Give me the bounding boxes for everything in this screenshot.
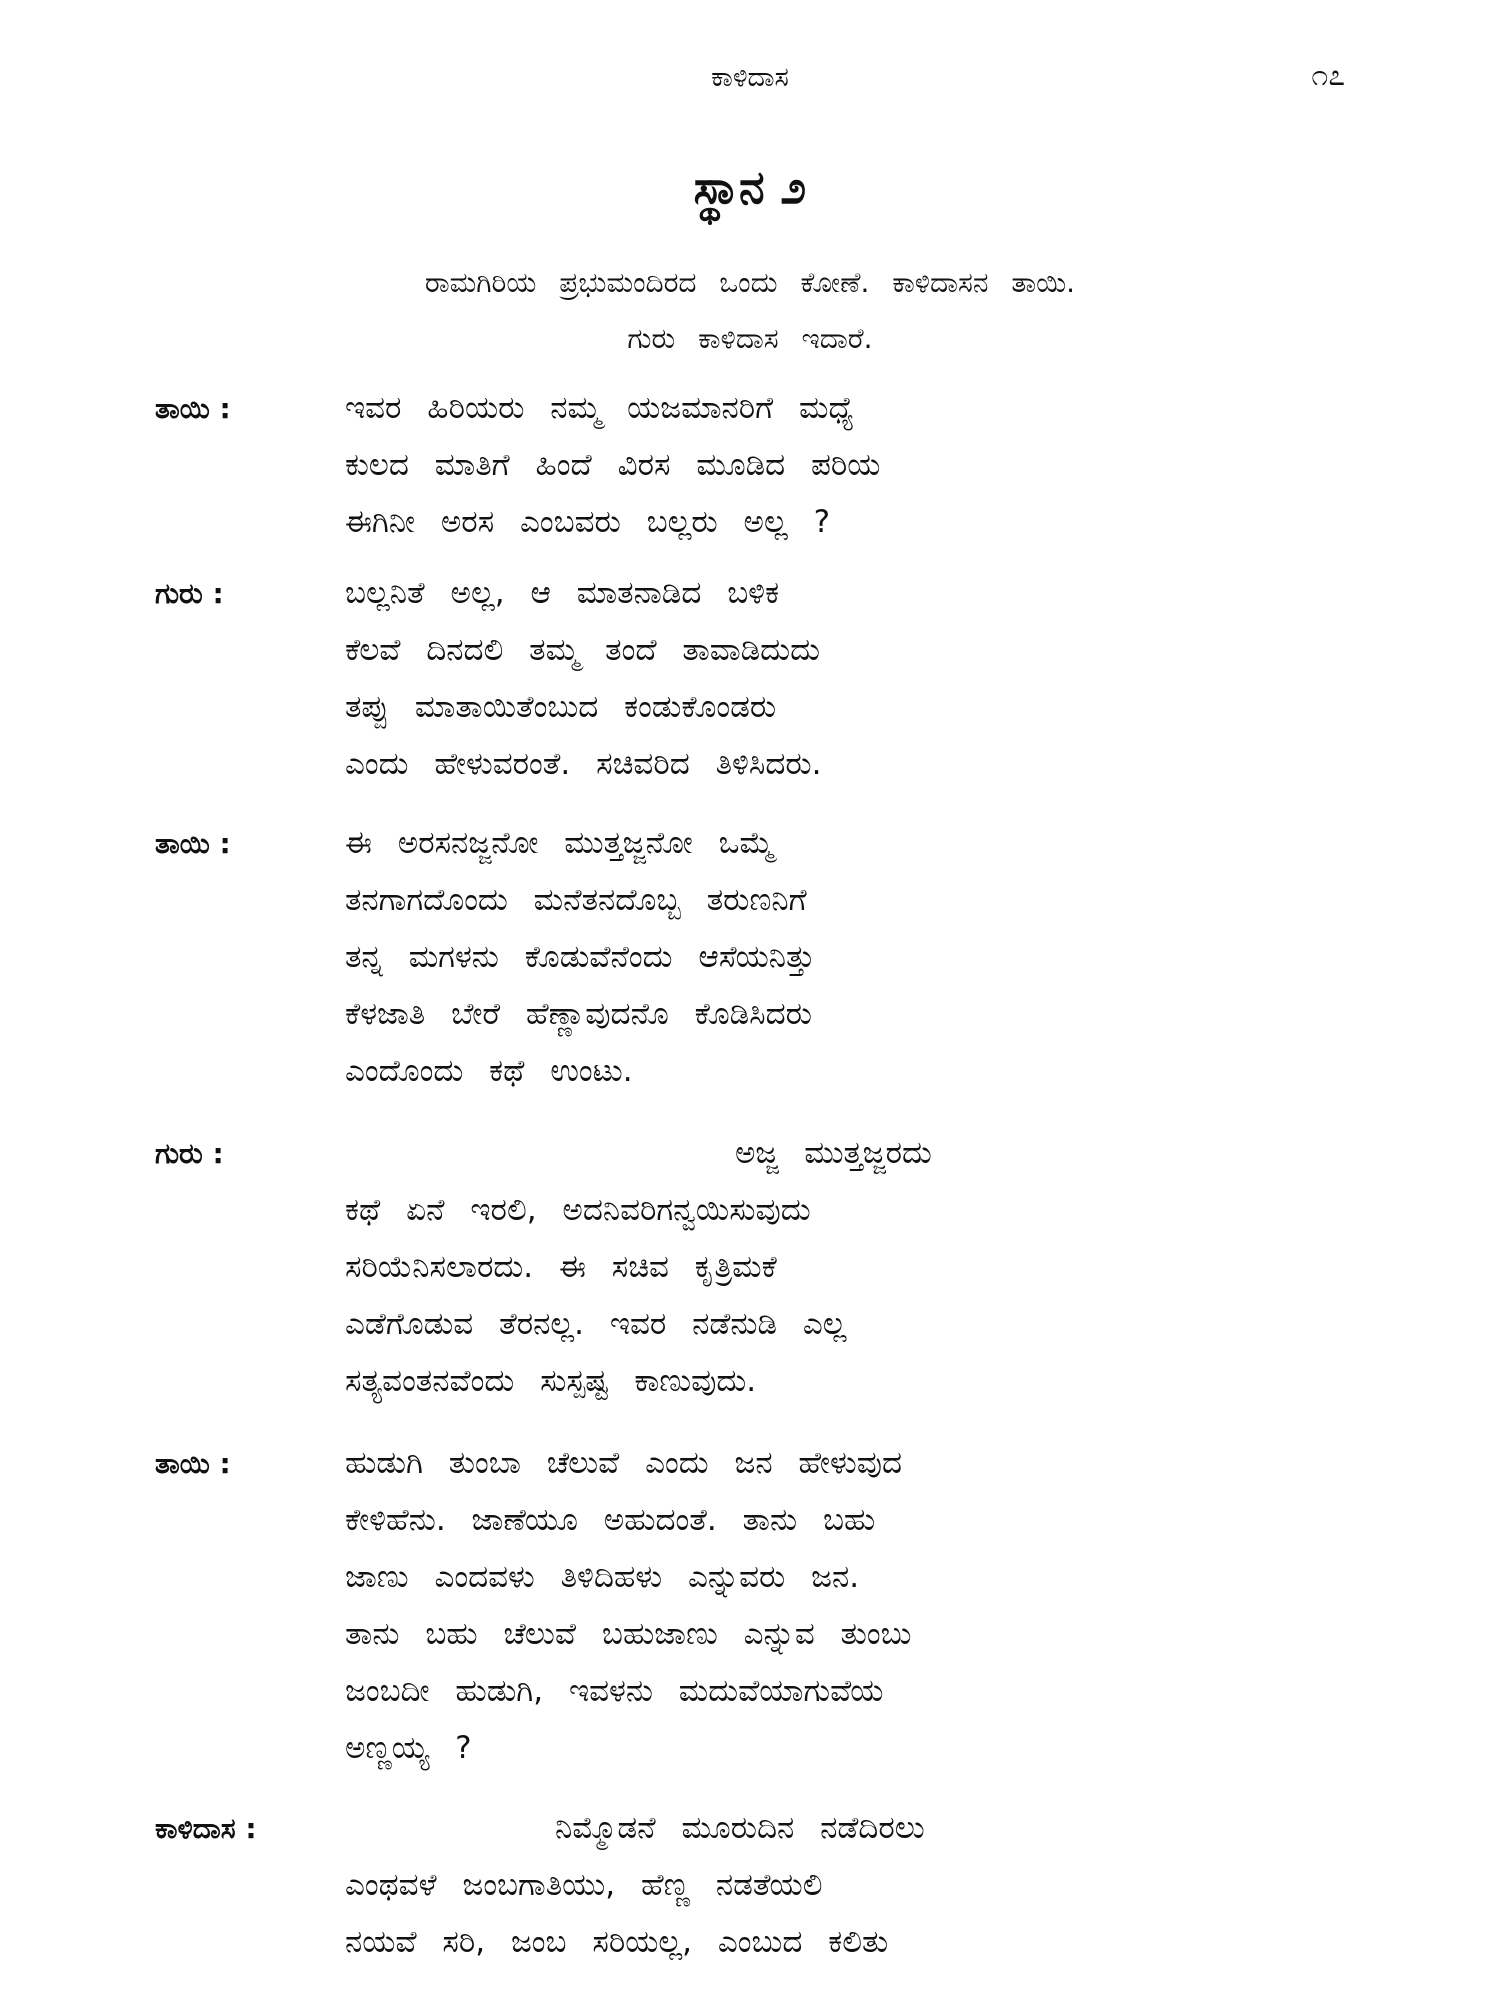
verse-line: ಅಜ್ಜ ಮುತ್ತಜ್ಜರದು	[735, 1135, 932, 1171]
verse-line: ಜಂಬದೀ ಹುಡುಗಿ, ಇವಳನು ಮದುವೆಯಾಗುವೆಯ	[345, 1673, 884, 1709]
verse-line: ಎಡೆಗೊಡುವ ತೆರನಲ್ಲ. ಇವರ ನಡೆನುಡಿ ಎಲ್ಲ	[345, 1306, 847, 1342]
scene-title: ಸ್ಥಾನ ೨	[693, 160, 807, 214]
verse-line: ಅಣ್ಣಯ್ಯ ?	[345, 1730, 472, 1766]
speaker-label: ಕಾಳಿದಾಸ :	[155, 1812, 257, 1845]
stage-direction	[0, 255, 1500, 367]
stage-direction-line: ಗುರು ಕಾಳಿದಾಸ ಇದಾರೆ.	[627, 322, 873, 355]
verse-line: ತಪ್ಪು ಮಾತಾಯಿತೆಂಬುದ ಕಂಡುಕೊಂಡರು	[345, 689, 777, 725]
speech-lines	[345, 1800, 925, 1971]
verse-line: ಕೆಲವೆ ದಿನದಲಿ ತಮ್ಮ ತಂದೆ ತಾವಾಡಿದುದು	[345, 632, 820, 668]
verse-line: ನಿಮ್ಮೊಡನೆ ಮೂರುದಿನ ನಡೆದಿರಲು	[555, 1810, 925, 1846]
verse-line: ಎಂದು ಹೇಳುವರಂತೆ. ಸಚಿವರಿದ ತಿಳಿಸಿದರು.	[345, 746, 822, 782]
verse-line: ಹುಡುಗಿ ತುಂಬಾ ಚೆಲುವೆ ಎಂದು ಜನ ಹೇಳುವುದ	[345, 1445, 903, 1481]
verse-line: ಜಾಣು ಎಂದವಳು ತಿಳಿದಿಹಳು ಎನ್ನುವರು ಜನ.	[345, 1559, 860, 1595]
speaker-label: ತಾಯಿ :	[155, 1447, 231, 1480]
verse-line: ಈಗಿನೀ ಅರಸ ಎಂಬವರು ಬಲ್ಲರು ಅಲ್ಲ ?	[345, 504, 831, 540]
verse-line: ತನ್ನ ಮಗಳನು ಕೊಡುವೆನೆಂದು ಆಸೆಯನಿತ್ತು	[345, 939, 815, 975]
speaker-label: ತಾಯಿ :	[155, 392, 231, 425]
verse-line: ತನಗಾಗದೊಂದು ಮನೆತನದೊಬ್ಬ ತರುಣನಿಗೆ	[345, 882, 807, 918]
verse-line: ಕುಲದ ಮಾತಿಗೆ ಹಿಂದೆ ವಿರಸ ಮೂಡಿದ ಪರಿಯ	[345, 447, 881, 483]
verse-line: ಇವರ ಹಿರಿಯರು ನಮ್ಮ ಯಜಮಾನರಿಗೆ ಮಧ್ಯೆ	[345, 390, 855, 426]
speech-lines	[345, 815, 815, 1100]
verse-line: ಕೆಳಜಾತಿ ಬೇರೆ ಹೆಣ್ಣಾವುದನೊ ಕೊಡಿಸಿದರು	[345, 996, 812, 1032]
speech-lines	[345, 1125, 932, 1410]
verse-line: ಸತ್ಯವಂತನವೆಂದು ಸುಸ್ಪಷ್ಟ ಕಾಣುವುದು.	[345, 1363, 757, 1399]
speaker-label: ತಾಯಿ :	[155, 827, 231, 860]
verse-line: ಈ ಅರಸನಜ್ಜನೋ ಮುತ್ತಜ್ಜನೋ ಒಮ್ಮೆ	[345, 825, 775, 861]
verse-line: ತಾನು ಬಹು ಚೆಲುವೆ ಬಹುಜಾಣು ಎನ್ನುವ ತುಂಬು	[345, 1616, 912, 1652]
verse-line: ಕೇಳಿಹೆನು. ಜಾಣೆಯೂ ಅಹುದಂತೆ. ತಾನು ಬಹು	[345, 1502, 876, 1538]
speaker-label: ಗುರು :	[155, 577, 224, 610]
stage-direction-line: ರಾಮಗಿರಿಯ ಪ್ರಭುಮಂದಿರದ ಒಂದು ಕೋಣೆ. ಕಾಳಿದಾಸನ ತಾಯಿ.	[424, 266, 1076, 299]
speech-lines	[345, 565, 822, 793]
verse-line: ಸರಿಯೆನಿಸಲಾರದು. ಈ ಸಚಿವ ಕೃತ್ರಿಮಕೆ	[345, 1249, 777, 1285]
verse-line: ನಯವೆ ಸರಿ, ಜಂಬ ಸರಿಯಲ್ಲ, ಎಂಬುದ ಕಲಿತು	[345, 1924, 889, 1960]
verse-line: ಎಂಥವಳೆ ಜಂಬಗಾತಿಯು, ಹೆಣ್ಣ ನಡತೆಯಲಿ	[345, 1867, 823, 1903]
page-number: ೧೭	[1311, 58, 1345, 93]
verse-line: ಬಲ್ಲನಿತೆ ಅಲ್ಲ, ಆ ಮಾತನಾಡಿದ ಬಳಿಕ	[345, 575, 780, 611]
verse-line: ಕಥೆ ಏನೆ ಇರಲಿ, ಅದನಿವರಿಗನ್ವಯಿಸುವುದು	[345, 1192, 811, 1228]
verse-line: ಎಂದೊಂದು ಕಥೆ ಉಂಟು.	[345, 1053, 633, 1089]
speaker-label: ಗುರು :	[155, 1137, 224, 1170]
running-title: ಕಾಳಿದಾಸ	[711, 62, 789, 93]
speech-lines	[345, 1435, 911, 1777]
speech-lines	[345, 380, 880, 551]
